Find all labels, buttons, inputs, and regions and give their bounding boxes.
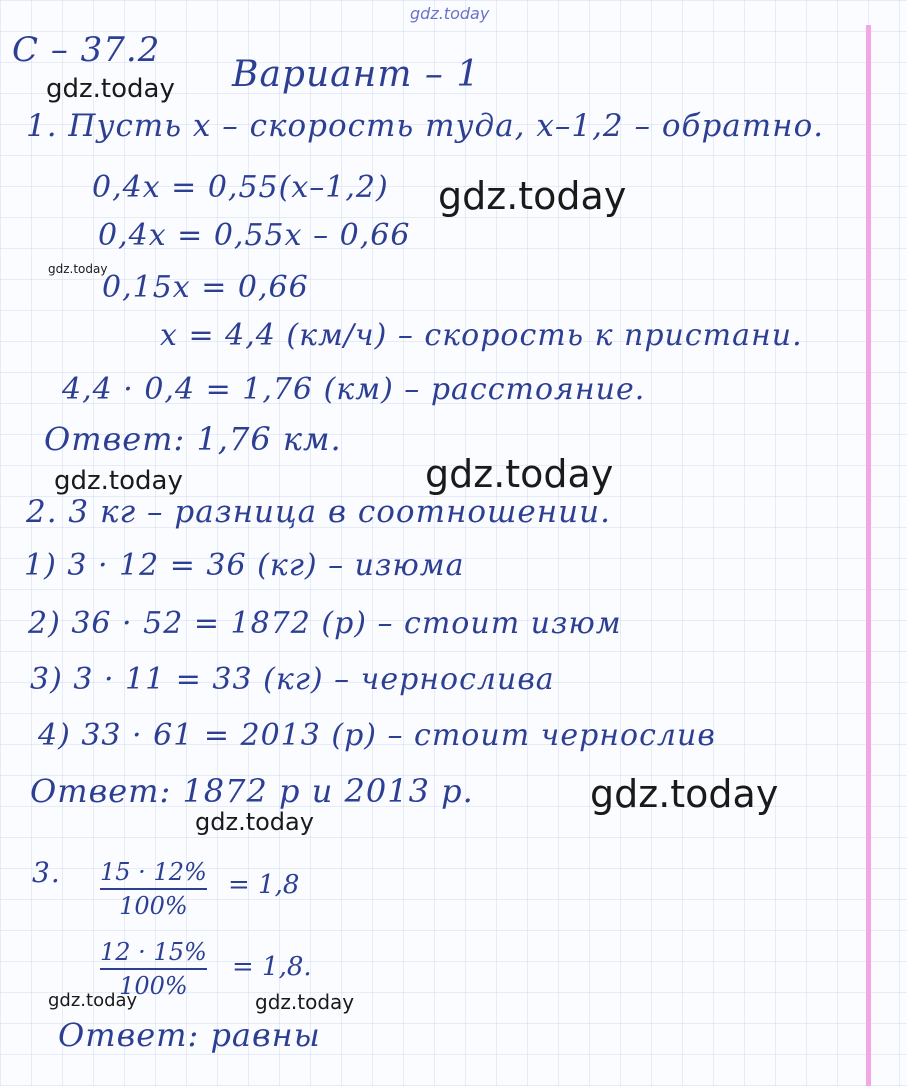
task3-number: 3. [32,856,61,889]
watermark: gdz.today [255,990,355,1014]
fraction-denominator: 100% [119,892,188,920]
fraction-numerator: 15 · 12% [100,858,207,886]
fraction-bar [100,888,207,890]
task2-answer: Ответ: 1872 р и 2013 р. [30,772,474,810]
fraction-numerator: 12 · 15% [100,938,207,966]
variant-title: Вариант – 1 [232,54,481,95]
task1-equation-1: 0,4x = 0,55(x–1,2) [92,170,389,205]
task1-solution: x = 4,4 (км/ч) – скорость к пристани. [160,318,803,353]
task1-equation-2: 0,4x = 0,55x – 0,66 [98,218,411,253]
watermark: gdz.today [46,74,175,104]
task3-result-1: = 1,8 [228,870,300,900]
task3-fraction-1 [100,858,207,920]
watermark: gdz.today [48,262,108,276]
task1-equation-3: 0,15x = 0,66 [102,270,309,305]
task3-answer: Ответ: равны [58,1016,321,1054]
task1-answer: Ответ: 1,76 км. [44,420,342,458]
task3-fraction-2 [100,938,207,1000]
fraction-denominator: 100% [119,972,188,1000]
task2-step-1: 1) 3 · 12 = 36 (кг) – изюма [24,548,465,583]
watermark: gdz.today [438,174,627,218]
watermark-top: gdz.today [410,4,490,23]
watermark: gdz.today [195,808,314,836]
watermark: gdz.today [590,772,779,816]
task1-statement: 1. Пусть x – скорость туда, x–1,2 – обратно. [26,108,825,144]
watermark: gdz.today [48,990,138,1011]
watermark: gdz.today [425,452,614,496]
task2-step-4: 4) 33 · 61 = 2013 (р) – стоит чернослив [38,718,716,753]
problem-code: С – 37.2 [12,30,161,70]
task2-statement: 2. 3 кг – разница в соотношении. [26,494,611,530]
task2-step-3: 3) 3 · 11 = 33 (кг) – чернослива [30,662,555,697]
task3-result-2: = 1,8. [232,952,312,982]
fraction-bar [100,968,207,970]
task1-distance: 4,4 · 0,4 = 1,76 (км) – расстояние. [62,372,646,407]
watermark: gdz.today [54,466,183,496]
task2-step-2: 2) 36 · 52 = 1872 (р) – стоит изюм [28,606,622,641]
margin-line [866,25,871,1086]
